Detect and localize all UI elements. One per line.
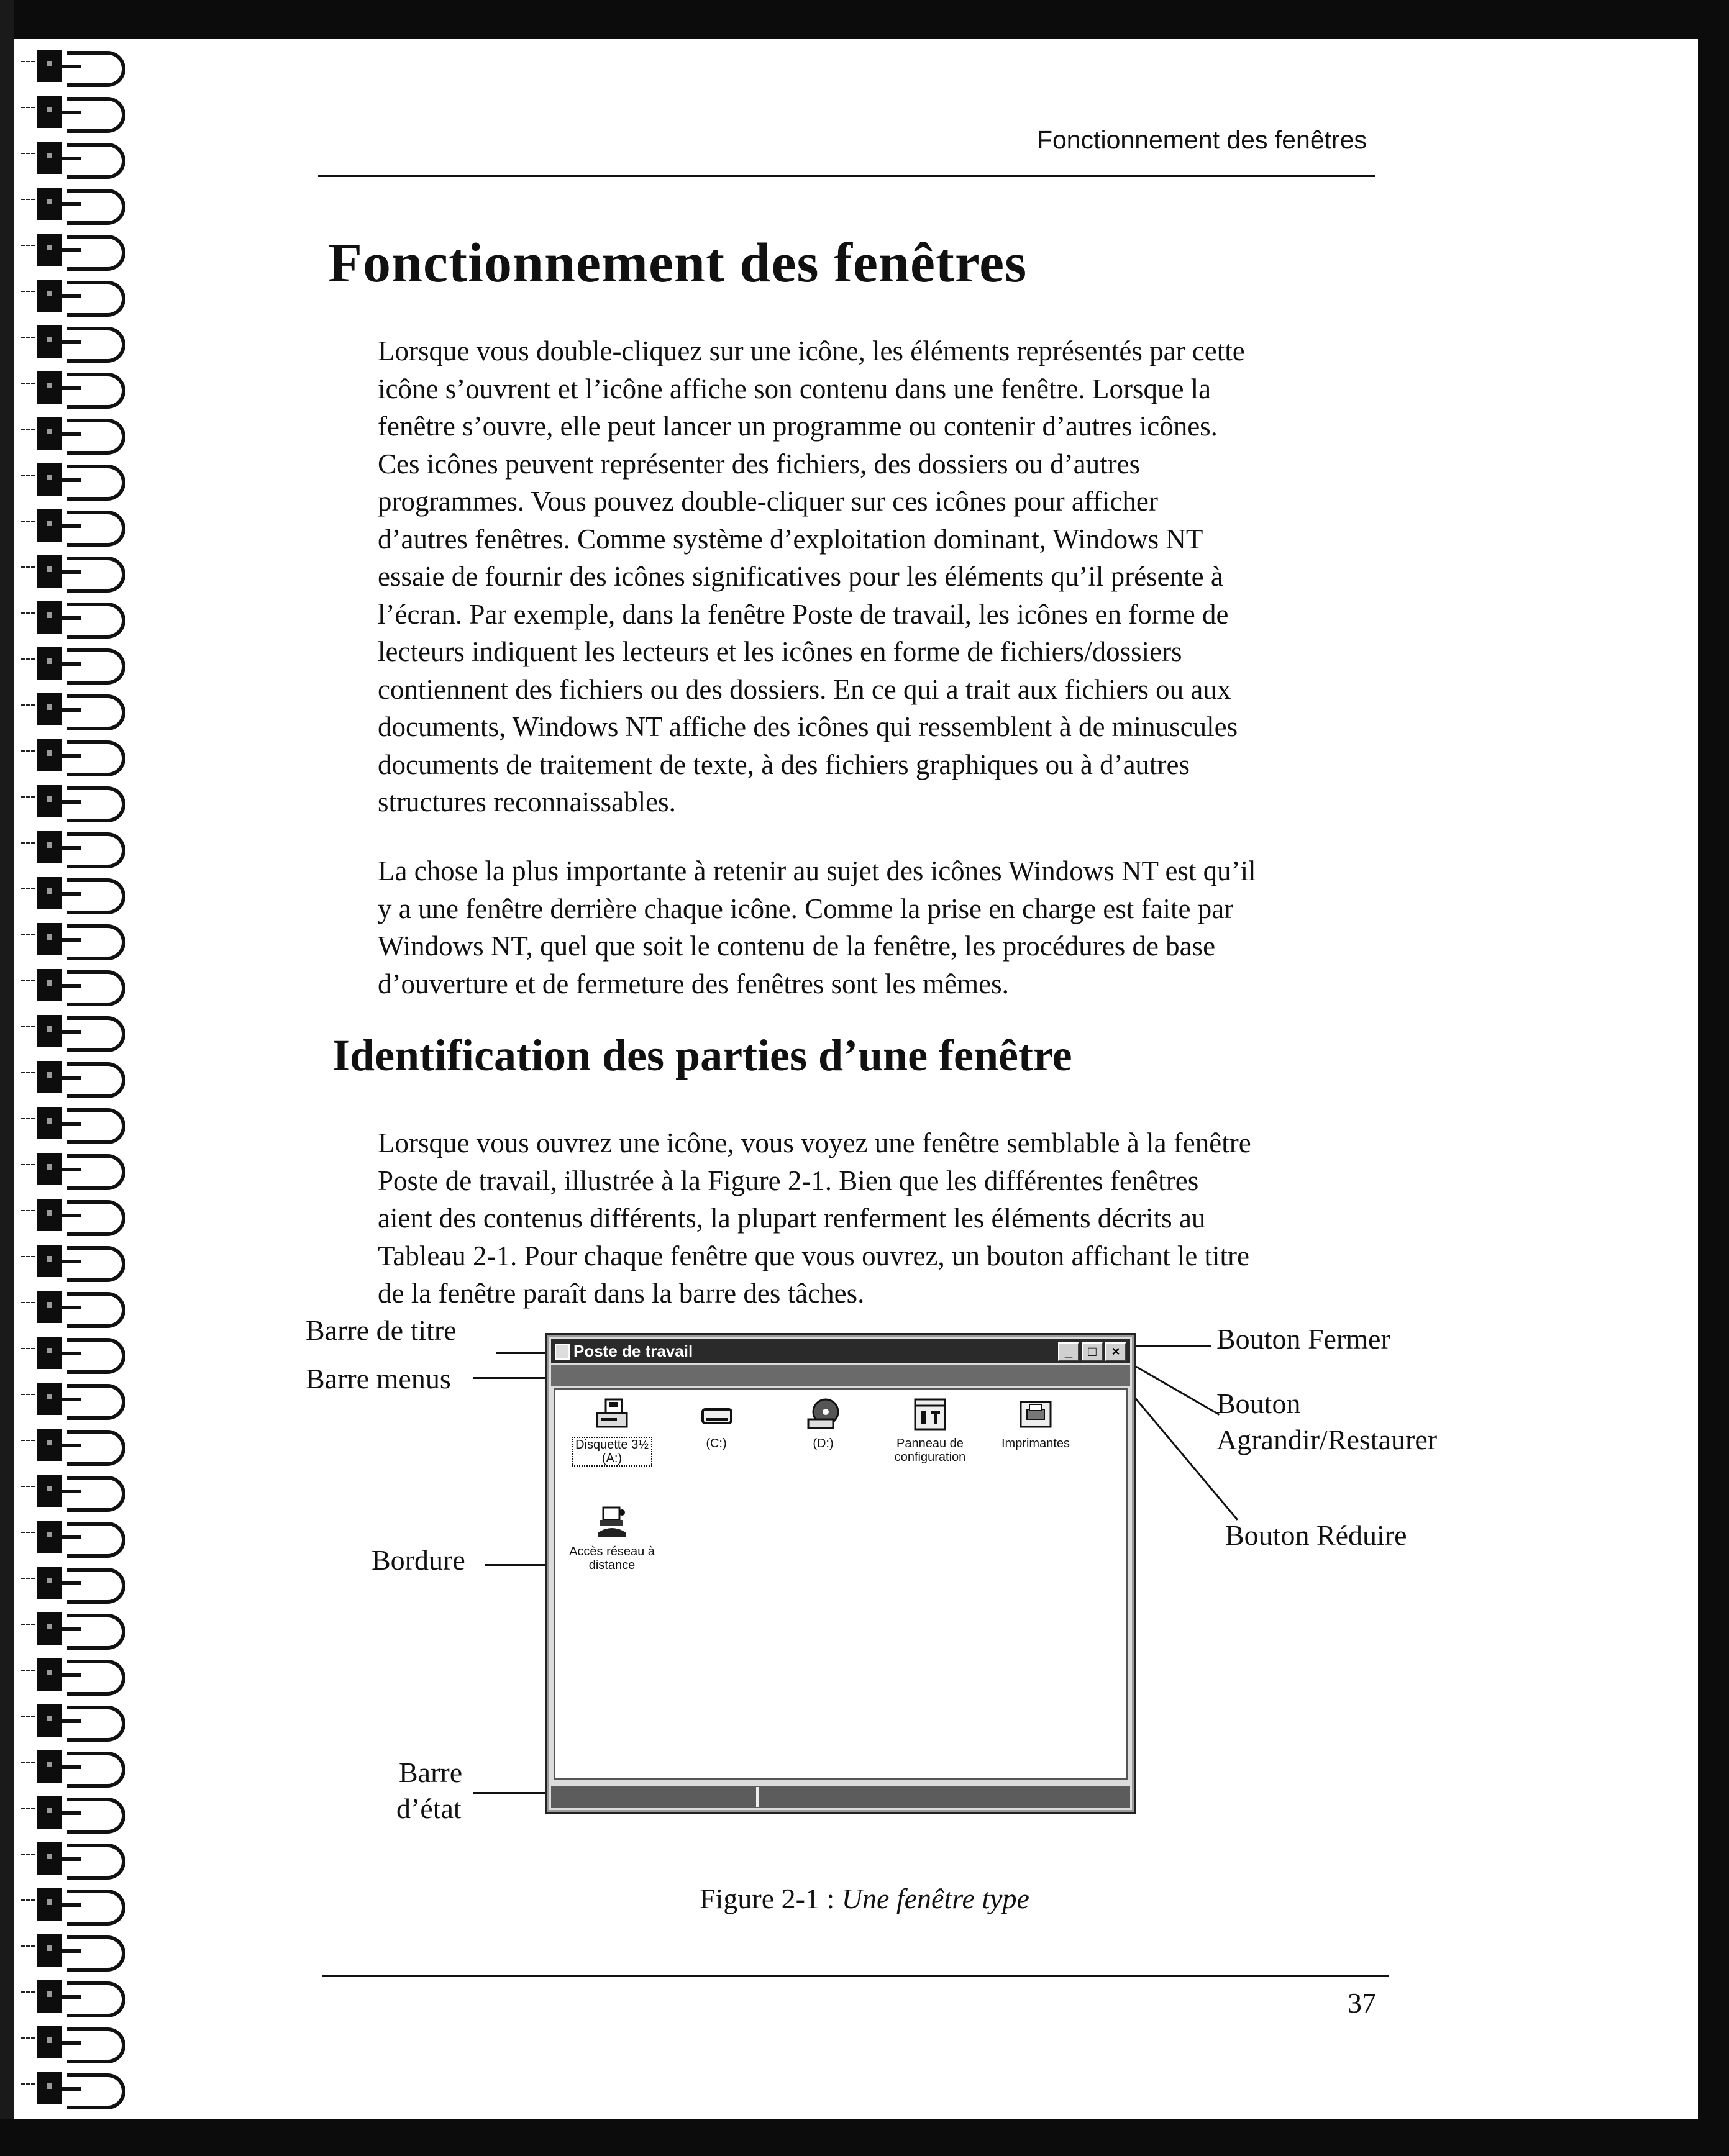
printer-folder-icon: [1016, 1397, 1056, 1432]
figure-caption: [0, 1882, 1729, 1915]
callout-minimize-button: Bouton Réduire: [1225, 1519, 1407, 1551]
binding-ring: [19, 644, 130, 683]
binding-ring: [19, 230, 130, 270]
binding-ring: [19, 2022, 130, 2062]
caption-label: Figure 2-1 :: [700, 1883, 842, 1914]
binding-ring: [19, 919, 130, 959]
paragraph-line: Tableau 2-1. Pour chaque fenêtre que vous ouvrez, un bouton affichant le titre: [378, 1240, 1250, 1271]
binding-ring: [19, 1471, 130, 1511]
computer-icon[interactable]: [555, 1344, 570, 1360]
window-menu-bar[interactable]: [551, 1365, 1130, 1386]
c-drive-item[interactable]: [667, 1397, 766, 1450]
binding-ring: [19, 1609, 130, 1649]
control-panel-icon: [910, 1397, 950, 1432]
binding-ring: [19, 460, 130, 499]
binding-ring: [19, 1011, 130, 1051]
binding-ring: [19, 1976, 130, 2016]
footer-rule: [322, 1975, 1389, 1977]
binding-ring: [19, 1241, 130, 1281]
printers-item[interactable]: [986, 1397, 1085, 1450]
binding-ring: [19, 735, 130, 775]
icon-label-2: distance: [588, 1558, 636, 1572]
window-controls: [1056, 1342, 1126, 1361]
binding-ring: [19, 1701, 130, 1740]
binding-ring: [19, 1747, 130, 1786]
binding-ring: [19, 46, 130, 86]
icon-label: (C:): [706, 1437, 727, 1450]
caption-title: Une fenêtre type: [841, 1883, 1029, 1914]
callout-maximize-2: Agrandir/Restaurer: [1216, 1424, 1438, 1455]
callout-status-bar-1: Barre: [399, 1757, 463, 1788]
icon-label-2: configuration: [894, 1450, 966, 1464]
binding-ring: [19, 2068, 130, 2108]
binding-ring: [19, 1287, 130, 1327]
paragraph-line: documents, Windows NT affiche des icônes qui ressemblent à de minuscules: [378, 711, 1238, 742]
paragraph-line: programmes. Vous pouvez double-cliquer sur ces icônes pour afficher: [378, 486, 1158, 517]
leader-border: [485, 1564, 547, 1566]
binding-ring: [19, 92, 130, 132]
d-drive-item[interactable]: [773, 1397, 873, 1450]
control-panel-item[interactable]: [880, 1397, 980, 1464]
paragraph-line: fenêtre s’ouvre, elle peut lancer un programme ou contenir d’autres icônes.: [378, 411, 1218, 442]
floppy-drive-item[interactable]: [562, 1397, 662, 1467]
binding-ring: [19, 1517, 130, 1557]
paragraph-line: icône s’ouvrent et l’icône affiche son contenu dans une fenêtre. Lorsque la: [378, 373, 1211, 404]
paragraph-line: d’autres fenêtres. Comme système d’exploitation dominant, Windows NT: [378, 523, 1203, 555]
paragraph-intro: [378, 332, 1397, 821]
callout-border: Bordure: [372, 1544, 465, 1576]
paragraph-line: Lorsque vous double-cliquez sur une icône, les éléments représentés par cette: [378, 335, 1245, 366]
callout-close-button: Bouton Fermer: [1216, 1323, 1390, 1355]
window-screenshot: [545, 1333, 1136, 1814]
binding-ring: [19, 965, 130, 1005]
binding-ring: [19, 1103, 130, 1143]
binding-ring: [19, 827, 130, 867]
paragraph-line: Ces icônes peuvent représenter des fichiers, des dossiers ou d’autres: [378, 448, 1141, 480]
paragraph-line: d’ouverture et de fermeture des fenêtres sont les mêmes.: [378, 968, 1009, 999]
paragraph-line: Poste de travail, illustrée à la Figure 2-1. Bien que les différentes fenêtres: [378, 1165, 1199, 1196]
leader-close-button: [1131, 1345, 1211, 1347]
window-title: Poste de travail: [573, 1342, 693, 1360]
binding-ring: [19, 138, 130, 178]
floppy-drive-icon: [592, 1397, 632, 1432]
window-content: [554, 1388, 1128, 1780]
icon-label: (D:): [813, 1437, 834, 1450]
figure-window-diagram: [298, 1314, 1479, 1935]
binding-ring: [19, 1793, 130, 1832]
cd-drive-icon: [803, 1397, 843, 1432]
callout-menu-bar: Barre menus: [306, 1363, 451, 1394]
dial-up-networking-item[interactable]: [562, 1505, 662, 1572]
paragraph-line: y a une fenêtre derrière chaque icône. Comme la prise en charge est faite par: [378, 893, 1234, 924]
binding-ring: [19, 322, 130, 362]
section-title: Identification des parties d’une fenêtre: [332, 1030, 1072, 1080]
minimize-button[interactable]: _: [1058, 1342, 1079, 1361]
binding-ring: [19, 1425, 130, 1465]
paragraph-icons: [378, 852, 1397, 1003]
binding-ring: [19, 1563, 130, 1603]
window-status-bar: [551, 1786, 1130, 1808]
binding-ring: [19, 1195, 130, 1235]
scan-border-top: [0, 0, 1729, 39]
binding-ring: [19, 1149, 130, 1189]
binding-ring: [19, 781, 130, 821]
callout-maximize-1: Bouton: [1216, 1388, 1301, 1419]
binding-ring: [19, 1839, 130, 1878]
paragraph-line: essaie de fournir des icônes significatives pour les éléments qu’il présente à: [378, 561, 1223, 592]
paragraph-line: La chose la plus importante à retenir au sujet des icônes Windows NT est qu’il: [378, 855, 1256, 886]
paragraph-line: documents de traitement de texte, à des fichiers graphiques ou à d’autres: [378, 748, 1190, 780]
callout-title-bar: Barre de titre: [306, 1314, 457, 1346]
close-button[interactable]: ×: [1105, 1342, 1126, 1361]
binding-ring: [19, 873, 130, 913]
binding-ring: [19, 552, 130, 591]
icon-label-2: (A:): [601, 1452, 623, 1465]
paragraph-window-parts: [378, 1124, 1397, 1312]
leader-status-bar: [473, 1792, 548, 1794]
binding-ring: [19, 598, 130, 637]
icon-label: Panneau de: [896, 1437, 964, 1450]
page-title: Fonctionnement des fenêtres: [328, 232, 1028, 294]
paragraph-line: l’écran. Par exemple, dans la fenêtre Poste de travail, les icônes en forme de: [378, 598, 1229, 630]
binding-ring: [19, 1333, 130, 1373]
spiral-binding: [0, 39, 130, 2119]
binding-ring: [19, 276, 130, 316]
status-divider: [756, 1787, 759, 1807]
binding-ring: [19, 1655, 130, 1694]
binding-ring: [19, 184, 130, 224]
binding-ring: [19, 1379, 130, 1419]
paragraph-line: de la fenêtre paraît dans la barre des tâches.: [378, 1278, 865, 1309]
icon-label: Accès réseau à: [569, 1545, 655, 1558]
scan-border-bottom: [0, 2119, 1729, 2156]
paragraph-line: structures reconnaissables.: [378, 786, 676, 817]
icon-label: Imprimantes: [1001, 1437, 1070, 1450]
scan-border-right: [1698, 0, 1729, 2156]
paragraph-line: Lorsque vous ouvrez une icône, vous voyez une fenêtre semblable à la fenêtre: [378, 1127, 1251, 1158]
paragraph-line: contiennent des fichiers ou des dossiers. En ce qui a trait aux fichiers ou aux: [378, 673, 1231, 705]
icon-label: Disquette 3½: [575, 1438, 649, 1452]
paragraph-line: lecteurs indiquent les lecteurs et les icônes en forme de fichiers/dossiers: [378, 636, 1182, 667]
paragraph-line: Windows NT, quel que soit le contenu de la fenêtre, les procédures de base: [378, 930, 1216, 962]
hard-drive-icon: [696, 1397, 736, 1432]
paragraph-line: aient des contenus différents, la plupart renferment les éléments décrits au: [378, 1203, 1206, 1234]
maximize-button[interactable]: □: [1082, 1342, 1103, 1361]
window-title-bar[interactable]: [551, 1339, 1130, 1363]
dial-up-networking-icon: [592, 1505, 632, 1540]
page-number: 37: [1348, 1987, 1376, 2019]
binding-ring: [19, 368, 130, 407]
binding-ring: [19, 1057, 130, 1097]
running-header: Fonctionnement des fenêtres: [1036, 125, 1367, 154]
header-rule: [318, 175, 1375, 177]
binding-ring: [19, 414, 130, 453]
binding-ring: [19, 506, 130, 545]
callout-status-bar-2: d’état: [396, 1793, 462, 1824]
binding-ring: [19, 1931, 130, 1970]
binding-ring: [19, 689, 130, 729]
